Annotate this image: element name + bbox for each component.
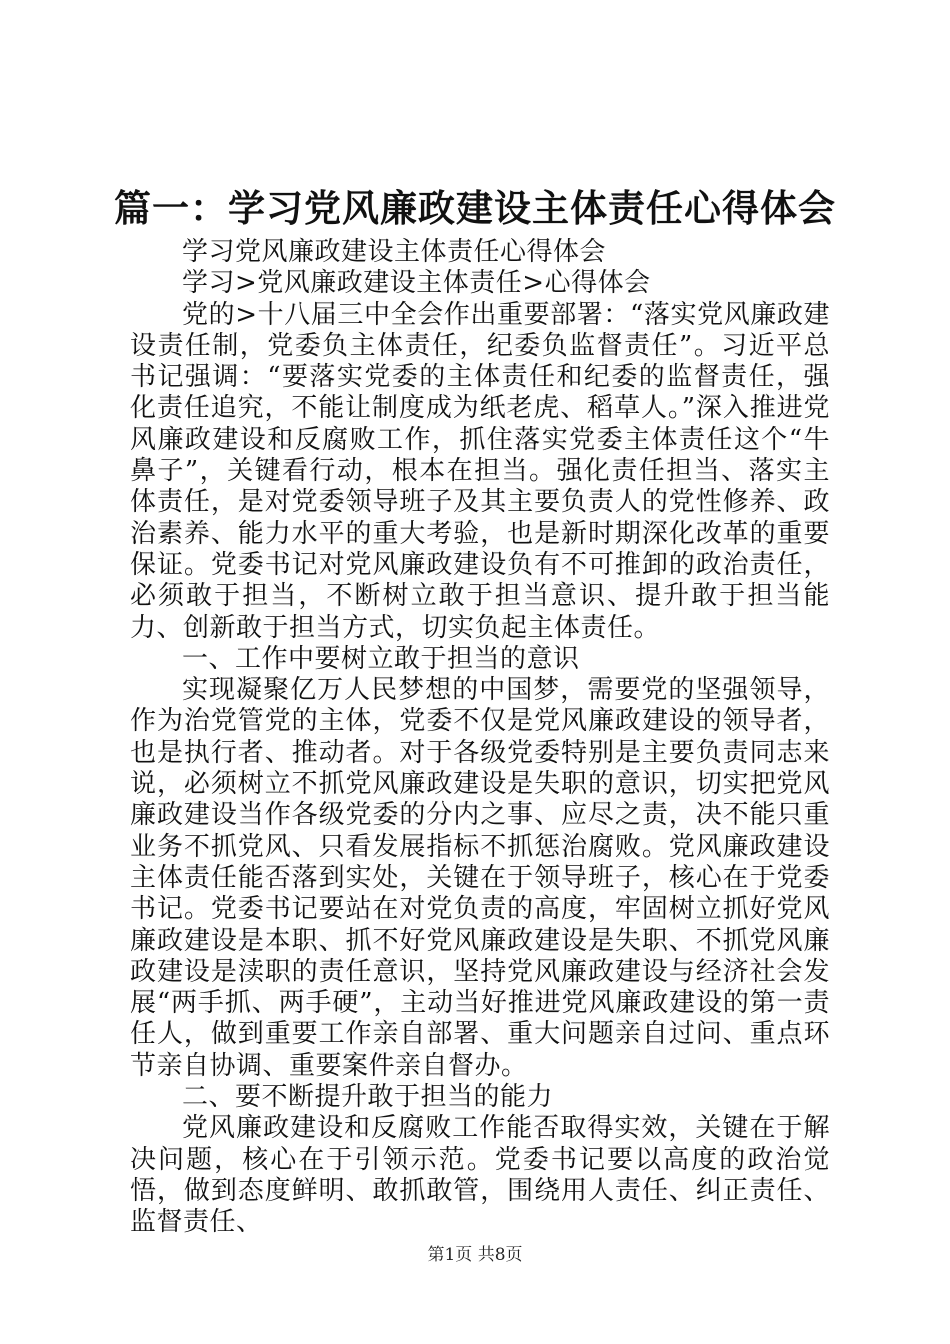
paragraph-keywords: 学习>党风廉政建设主体责任>心得体会: [182, 268, 651, 299]
paragraph-subtitle: 学习党风廉政建设主体责任心得体会: [182, 237, 607, 267]
document-title: 篇一：学习党风廉政建设主体责任心得体会: [114, 186, 836, 230]
paragraph-section-1: 实现凝聚亿万人民梦想的中国梦，需要党的坚强领导，作为治党管党的主体，党委不仅是党风廉政建设的领导者，也是执行者、推动者。对于各级党委特别是主要负责同志来说，必须树立不抓党风廉政建设是失职的意识，切实把党风廉政建设当作各级党委的分内之事、应尽之责，决不能只重业务不抓党风、只看发展指标不抓惩治腐败。党风廉政建设主体责任能否落到实处，关键在于领导班子，核心在于党委书记。党委书记要站在对党负责的高度，牢固树立抓好党风廉政建设是本职、抓不好党风廉政建设是失职、不抓党风廉政建设是渎职的责任意识，坚持党风廉政建设与经济社会发展“两手抓、两手硬”，主动当好推进党风廉政建设的第一责任人，做到重要工作亲自部署、重大问题亲自过问、重点环节亲自协调、重要案件亲自督办。: [130, 675, 830, 1081]
document-body: [130, 237, 830, 1239]
paragraph-intro: 党的>十八届三中全会作出重要部署：“落实党风廉政建设责任制，党委负主体责任，纪委负监督责任”。习近平总书记强调：“要落实党委的主体责任和纪委的监督责任，强化责任追究，不能让制度成为纸老虎、稻草人。”深入推进党风廉政建设和反腐败工作，抓住落实党委主体责任这个“牛鼻子”，关键看行动，根本在担当。强化责任担当、落实主体责任，是对党委领导班子及其主要负责人的党性修养、政治素养、能力水平的重大考验，也是新时期深化改革的重要保证。党委书记对党风廉政建设负有不可推卸的政治责任，必须敢于担当，不断树立敢于担当意识、提升敢于担当能力、创新敢于担当方式，切实负起主体责任。: [130, 299, 830, 643]
paragraph-section-2: 党风廉政建设和反腐败工作能否取得实效，关键在于解决问题，核心在于引领示范。党委书记要以高度的政治觉悟，做到态度鲜明、敢抓敢管，围绕用人责任、纠正责任、监督责任、: [130, 1113, 830, 1238]
page-footer: 第1页 共8页: [427, 1245, 523, 1265]
section-heading-1: 一、工作中要树立敢于担当的意识: [182, 643, 580, 674]
section-heading-2: 二、要不断提升敢于担当的能力: [182, 1082, 554, 1113]
